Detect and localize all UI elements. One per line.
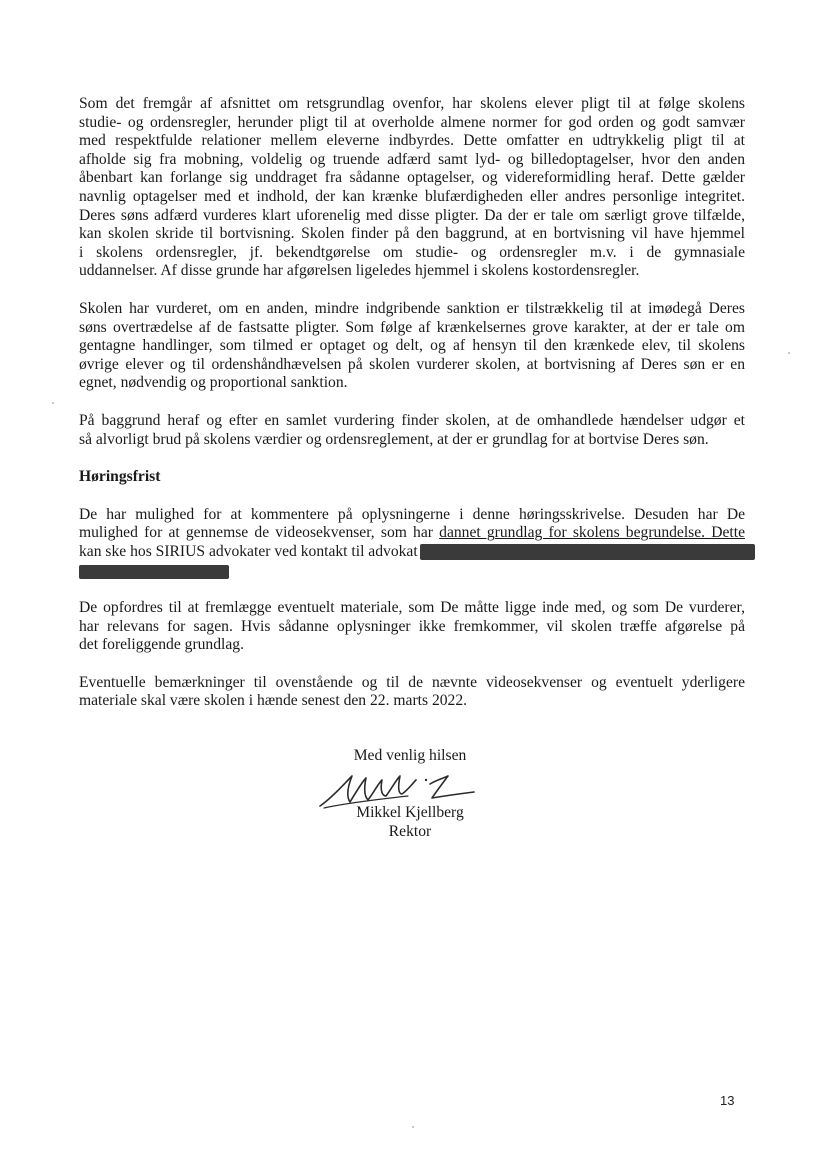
- text-line: søns overtrædelse af de fastsatte pligter. Som følge af krænkelsernes grove karakter, at der er tale om: [79, 318, 745, 336]
- paragraph-conclusion: [79, 412, 745, 449]
- text-line: kan skolen skride til bortvisning. Skolen finder på den baggrund, at en bortvisning vil have hjemmel: [79, 225, 745, 243]
- underlined-text: dannet grundlag for skolens begrundelse. Dette: [439, 524, 745, 542]
- text-line: studie- og ordensregler, herunder pligt til at overholde almene normer for god orden og godt samvær: [79, 113, 745, 131]
- scan-speck: [52, 402, 54, 404]
- text-segment: mulighed for at gennemse de videosekvenser, som har: [79, 524, 440, 542]
- signatory-title: Rektor: [388, 823, 432, 840]
- text-line: uddannelser. Af disse grunde har afgørelsen ligeledes hjemmel i skolens kostordensregler.: [79, 262, 640, 280]
- letter-body: [79, 95, 745, 730]
- text-line: afholde sig fra mobning, voldelig og truende adfærd samt lyd- og billedoptagelser, hvor den anden: [79, 150, 745, 168]
- text-line: øvrige elever og til ordenshåndhævelsen på skolen vurderer skolen, at bortvisning af Deres søn er en: [79, 355, 745, 373]
- text-line: har relevans for sagen. Hvis sådanne oplysninger ikke fremkommer, vil skolen træffe afgørelse på: [79, 617, 745, 635]
- closing-greeting: Med venlig hilsen: [353, 747, 467, 764]
- paragraph-legal-basis: [79, 95, 745, 281]
- scan-speck: [412, 1126, 414, 1128]
- text-line: [79, 561, 745, 580]
- text-line: Deres søns adfærd vurderes klart uforenelig med disse pligter. Da der er tale om særligt grove tilfælde,: [79, 206, 745, 224]
- text-line: med respektfulde relationer mellem eleverne indbyrdes. Dette omfatter en udtrykkelig pligt til at: [79, 132, 745, 150]
- paragraph-sanction-assessment: [79, 300, 745, 393]
- redaction-bar: [79, 565, 229, 579]
- text-line: det foreliggende grundlag.: [79, 636, 244, 654]
- text-line: egnet, nødvendig og proportional sanktion.: [79, 374, 348, 392]
- text-line: Skolen har vurderet, om en anden, mindre indgribende sanktion er tilstrækkelig til at imødegå Deres: [79, 299, 745, 317]
- text-line: Eventuelle bemærkninger til ovenstående og til de nævnte videosekvenser og eventuelt yderligere: [79, 673, 745, 691]
- text-line: De opfordres til at fremlægge eventuelt materiale, som De måtte ligge inde med, og som De vurderer,: [79, 599, 745, 617]
- text-line: [79, 524, 745, 543]
- text-line: [79, 543, 745, 562]
- paragraph-hearing: [79, 506, 745, 580]
- section-heading-hoeringsfrist: Høringsfrist: [79, 468, 161, 486]
- paragraph-submit-material: [79, 599, 745, 655]
- text-line: Som det fremgår af afsnittet om retsgrundlag ovenfor, har skolens elever pligt til at følge skolens: [79, 95, 745, 112]
- text-segment: kan ske hos SIRIUS advokater ved kontakt til advokat: [79, 542, 418, 560]
- scan-speck: [788, 352, 790, 354]
- text-line: åbenbart kan forlange sig unddraget fra sådanne optagelser, og videreformidling heraf. Dette gælder: [79, 169, 745, 187]
- text-line: gentagne handlinger, som tilmed er optaget og delt, og af hensyn til den krænkede elev, til skolens: [79, 337, 745, 355]
- text-line: i skolens ordensregler, jf. bekendtgørelse om studie- og ordensregler m.v. i de gymnasiale: [79, 243, 745, 261]
- text-line: så alvorligt brud på skolens værdier og ordensreglement, at der er grundlag for at bortvise Deres søn.: [79, 430, 709, 448]
- text-line: På baggrund heraf og efter en samlet vurdering finder skolen, at de omhandlede hændelser udgør et: [79, 411, 745, 429]
- redaction-bar: [420, 544, 755, 560]
- paragraph-deadline: [79, 674, 745, 711]
- text-line: materiale skal være skolen i hænde senest den 22. marts 2022.: [79, 692, 468, 710]
- page-number: 13: [720, 1093, 735, 1108]
- signatory-name: Mikkel Kjellberg: [356, 804, 464, 821]
- text-line: navnlig optagelser med et indhold, der kan krænke blufærdigheden eller andres personlige integritet.: [79, 187, 745, 205]
- text-line: De har mulighed for at kommentere på oplysningerne i denne høringsskrivelse. Desuden har De: [79, 505, 745, 523]
